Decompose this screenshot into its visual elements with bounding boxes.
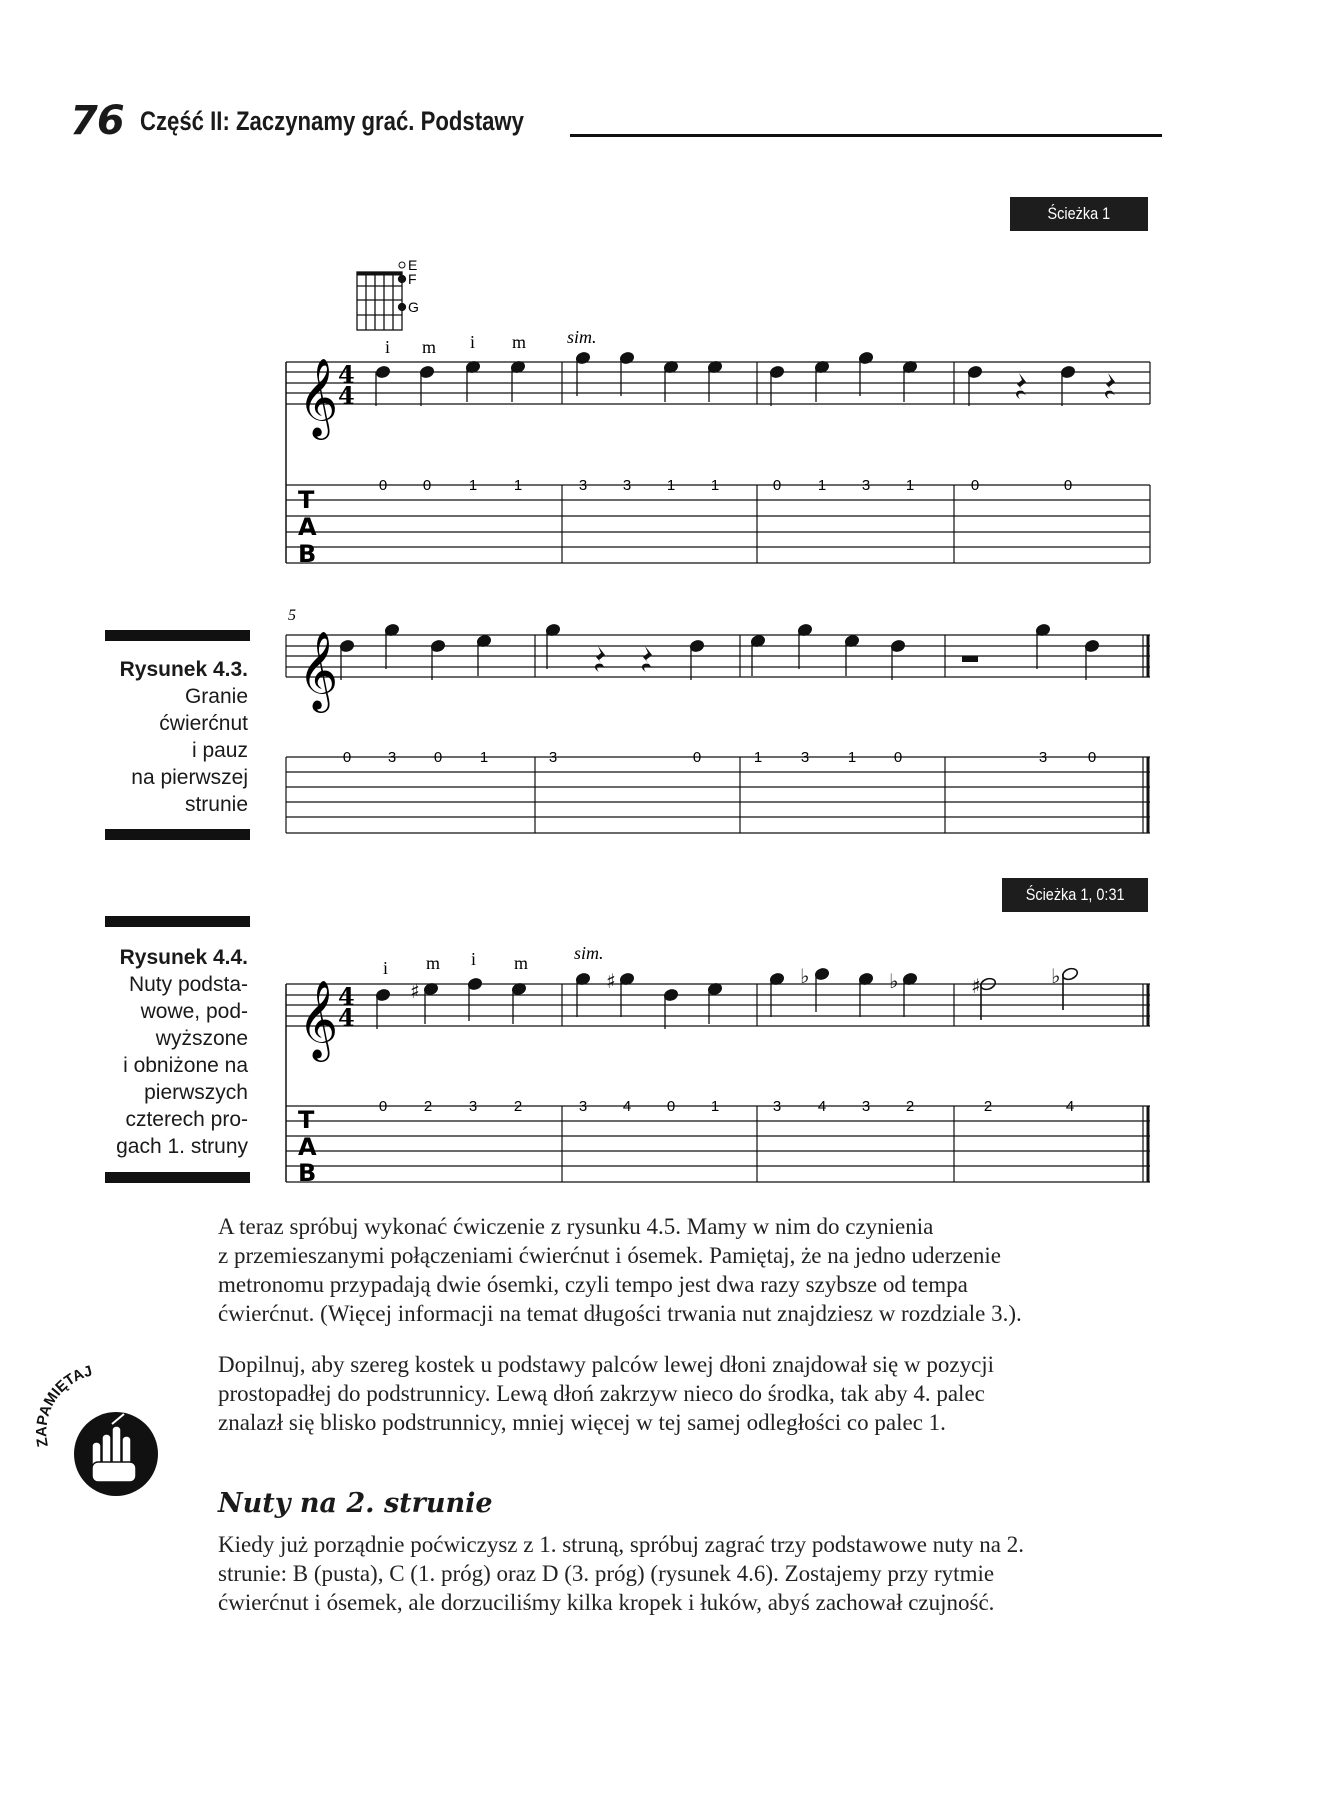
fingering-m: m [514, 953, 529, 973]
tab-number: 1 [710, 477, 720, 494]
tab-number: 1 [710, 1098, 720, 1115]
chord-diagram [357, 262, 406, 330]
quarter-rest-icon [1105, 373, 1115, 399]
time-sig-bottom: 4 [338, 381, 355, 410]
tab-number: 0 [342, 749, 352, 766]
figure-4-4-caption [78, 944, 248, 1160]
tab-staff-3 [286, 1106, 1150, 1182]
paragraph [218, 1350, 1178, 1437]
tab-number: 4 [622, 1098, 632, 1115]
measure-number: 5 [288, 607, 296, 624]
notes-2 [339, 623, 1100, 680]
fingering-m: m [426, 953, 441, 973]
tab-number: 2 [905, 1098, 915, 1115]
staff-2 [286, 635, 1150, 677]
caption-line: Nuty podsta- [128, 973, 248, 996]
tab-number: 0 [970, 477, 980, 494]
text-line: ćwierćnut i ósemek, ale dorzuciliśmy kilka kropek i łuków, abyś zachował czujność. [218, 1590, 995, 1615]
tab-letter-t: T [298, 486, 315, 514]
text-line: A teraz spróbuj wykonać ćwiczenie z rysunku 4.5. Mamy w nim do czynienia [218, 1214, 934, 1239]
tab-number: 0 [433, 749, 443, 766]
quarter-rest-icon [642, 646, 652, 672]
tab-number: 3 [861, 1098, 871, 1115]
tab-number: 3 [800, 749, 810, 766]
caption-line: gach 1. struny [116, 1135, 248, 1158]
quarter-rest-icon [595, 646, 605, 672]
tab-number: 2 [423, 1098, 433, 1115]
caption-line: Granie [184, 685, 248, 708]
caption-line: i obniżone na [123, 1054, 248, 1077]
tab-number: 1 [817, 477, 827, 494]
tab-number: 3 [772, 1098, 782, 1115]
staff-3 [286, 984, 1150, 1182]
fingering-m: m [512, 332, 527, 352]
paragraph [218, 1530, 1178, 1617]
tab-number: 3 [1038, 749, 1048, 766]
chord-label-e: E [408, 257, 418, 273]
tab-number: 1 [479, 749, 489, 766]
tab-letter-t: T [298, 1106, 315, 1134]
half-rest-icon [962, 656, 978, 662]
time-sig-bottom: 4 [338, 1003, 355, 1032]
sharp-icon: ♯ [410, 979, 420, 1003]
caption-line: wowe, pod- [140, 1000, 248, 1023]
caption-bar-top [105, 630, 250, 641]
tab-number: 0 [378, 477, 388, 494]
running-title: Część II: Zaczynamy grać. Podstawy [140, 106, 524, 136]
time-sig-top: 4 [338, 982, 355, 1011]
tab-letter-b: B [298, 540, 317, 568]
caption-bar-bottom [105, 829, 250, 840]
time-sig-top: 4 [338, 360, 355, 389]
caption-line: strunie [184, 793, 248, 816]
text-line: metronomu przypadają dwie ósemki, czyli tempo jest dwa razy szybsze od tempa [218, 1272, 968, 1297]
tab-staff-1 [286, 485, 1150, 563]
sim-marking: sim. [567, 327, 597, 347]
tab-letter-a: A [298, 513, 317, 541]
tab-number: 0 [378, 1098, 388, 1115]
section-heading: Nuty na 2. strunie [218, 1488, 493, 1519]
sharp-icon: ♯ [606, 969, 616, 993]
flat-icon: ♭ [800, 964, 810, 988]
tab-staff-2 [286, 757, 1150, 833]
caption-line: czterech pro- [125, 1108, 248, 1131]
flat-icon: ♭ [1051, 964, 1061, 988]
text-line: ćwierćnut. (Więcej informacji na temat długości trwania nut znajdziesz w rozdziale 3.). [218, 1301, 1022, 1326]
flat-icon: ♭ [889, 969, 899, 993]
text-line: prostopadłej do podstrunnicy. Lewą dłoń zakrzyw nieco do środka, tak aby 4. palec [218, 1381, 985, 1406]
tab-number: 0 [692, 749, 702, 766]
fingering-i: i [471, 949, 477, 969]
tab-letter-b: B [298, 1159, 317, 1187]
sim-marking: sim. [574, 943, 604, 963]
fingering-i: i [385, 337, 391, 357]
chord-label-f: F [408, 271, 417, 287]
caption-bar-top [105, 916, 250, 927]
caption-line: i pauz [191, 739, 248, 762]
sharp-icon: ♯ [971, 974, 981, 998]
chord-label-g: G [408, 299, 419, 315]
tab-number: 1 [666, 477, 676, 494]
tab-number: 0 [422, 477, 432, 494]
page-number: 76 [70, 98, 124, 144]
tab-number: 1 [847, 749, 857, 766]
figure-4-3-caption [78, 656, 248, 818]
notes-3 [375, 967, 918, 1029]
tab-number: 1 [468, 477, 478, 494]
tab-number: 3 [861, 477, 871, 494]
remember-label: ZAPAMIĘTAJ [33, 1362, 95, 1449]
text-line: Kiedy już porządnie poćwiczysz z 1. struną, spróbuj zagrać trzy podstawowe nuty na 2. [218, 1532, 1025, 1557]
quarter-rest-icon [1016, 373, 1026, 399]
track-badge-1: Ścieżka 1 [1010, 197, 1148, 231]
text-line: strunie: B (pusta), C (1. próg) oraz D (3. próg) (rysunek 4.6). Zostajemy przy rytmie [218, 1561, 995, 1586]
tab-number: 3 [578, 477, 588, 494]
remember-badge [30, 1354, 180, 1504]
tab-number: 2 [513, 1098, 523, 1115]
tab-number: 3 [387, 749, 397, 766]
track-badge-2: Ścieżka 1, 0:31 [1002, 878, 1148, 912]
figure-number: Rysunek 4.4. [119, 946, 248, 969]
notes-1 [375, 351, 1076, 406]
text-line: z przemieszanymi połączeniami ćwierćnut i ósemek. Pamiętaj, że na jedno uderzenie [218, 1243, 1001, 1268]
text-line: znalazł się blisko podstrunnicy, mniej więcej w tej samej odległości co palec 1. [218, 1410, 946, 1435]
fingering-i: i [383, 958, 389, 978]
caption-line: na pierwszej [131, 766, 248, 789]
caption-line: wyższone [155, 1027, 248, 1050]
tab-number: 0 [772, 477, 782, 494]
caption-line: ćwierćnut [159, 712, 248, 735]
tab-number: 3 [622, 477, 632, 494]
tab-number: 4 [817, 1098, 827, 1115]
caption-line: pierwszych [144, 1081, 248, 1104]
tab-number: 4 [1065, 1098, 1075, 1115]
treble-clef-icon: 𝄞 [298, 631, 339, 710]
fingering-i: i [470, 332, 476, 352]
tab-number: 0 [666, 1098, 676, 1115]
tab-number: 2 [983, 1098, 993, 1115]
text-line: Dopilnuj, aby szereg kostek u podstawy palców lewej dłoni znajdował się w pozycji [218, 1352, 995, 1377]
tab-number: 0 [1087, 749, 1097, 766]
tab-number: 1 [513, 477, 523, 494]
tab-number: 3 [548, 749, 558, 766]
tab-letter-a: A [298, 1133, 317, 1161]
tab-number: 3 [578, 1098, 588, 1115]
figure-number: Rysunek 4.3. [119, 658, 248, 681]
treble-clef-icon: 𝄞 [298, 358, 339, 437]
tab-number: 1 [753, 749, 763, 766]
tab-number: 1 [905, 477, 915, 494]
fingering-m: m [422, 337, 437, 357]
caption-bar-bottom [105, 1172, 250, 1183]
paragraph [218, 1212, 1178, 1328]
tab-number: 3 [468, 1098, 478, 1115]
treble-clef-icon: 𝄞 [298, 980, 339, 1059]
tab-number: 0 [1063, 477, 1073, 494]
half-notes [979, 967, 1079, 1020]
tab-number: 0 [893, 749, 903, 766]
